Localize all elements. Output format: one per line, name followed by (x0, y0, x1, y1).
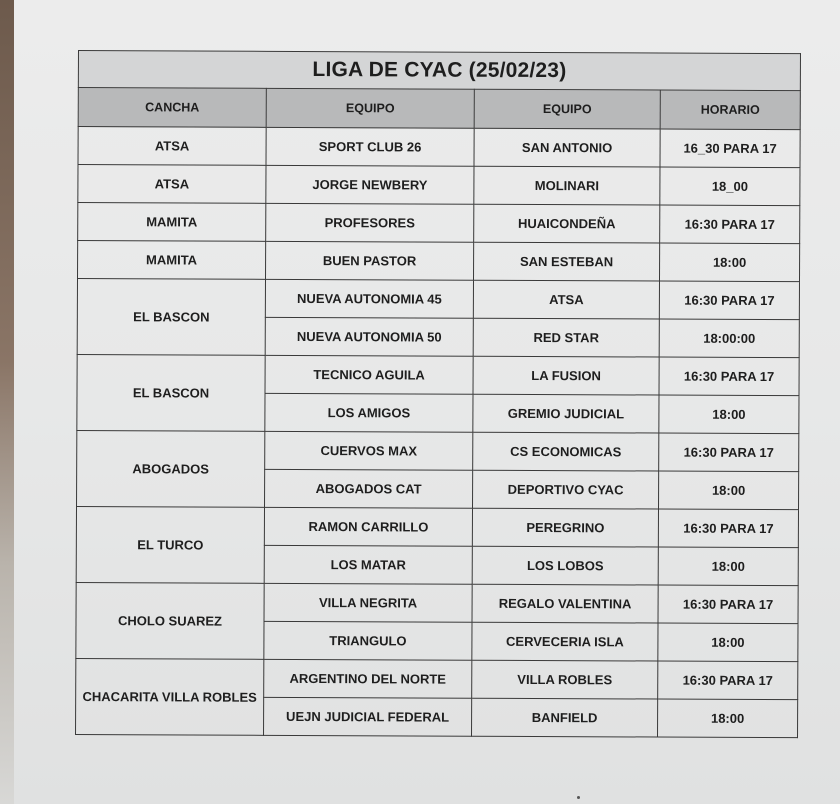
equipo1-cell: VILLA NEGRITA (264, 583, 472, 622)
header-cancha: CANCHA (78, 88, 266, 128)
cancha-cell: EL TURCO (76, 506, 264, 583)
header-equipo-1: EQUIPO (266, 88, 474, 128)
cancha-cell: MAMITA (78, 241, 266, 280)
equipo2-cell: DEPORTIVO CYAC (473, 470, 659, 509)
table-row (78, 241, 800, 282)
horario-cell: 16:30 PARA 17 (659, 433, 799, 472)
equipo1-cell: CUERVOS MAX (265, 431, 473, 470)
equipo1-cell: PROFESORES (266, 203, 474, 242)
equipo2-cell: CS ECONOMICAS (473, 432, 659, 471)
horario-cell: 16:30 PARA 17 (658, 509, 798, 548)
paper-speck (577, 796, 580, 799)
horario-cell: 18:00 (659, 243, 799, 282)
cancha-cell: ATSA (78, 165, 266, 204)
equipo2-cell: GREMIO JUDICIAL (473, 394, 659, 433)
horario-cell: 18:00:00 (659, 319, 799, 358)
table-row (78, 203, 800, 244)
equipo1-cell: UEJN JUDICIAL FEDERAL (264, 697, 472, 736)
equipo2-cell: HUAICONDEÑA (474, 204, 660, 243)
horario-cell: 18:00 (658, 547, 798, 586)
equipo2-cell: SAN ESTEBAN (473, 242, 659, 281)
header-row (78, 88, 800, 130)
horario-cell: 16_30 PARA 17 (660, 129, 800, 168)
horario-cell: 16:30 PARA 17 (659, 281, 799, 320)
cancha-cell: MAMITA (78, 203, 266, 242)
table-row (76, 582, 798, 623)
equipo1-cell: NUEVA AUTONOMIA 45 (265, 279, 473, 318)
equipo2-cell: MOLINARI (474, 166, 660, 205)
horario-cell: 16:30 PARA 17 (660, 205, 800, 244)
horario-cell: 16:30 PARA 17 (658, 585, 798, 624)
equipo1-cell: BUEN PASTOR (266, 241, 474, 280)
equipo2-cell: RED STAR (473, 318, 659, 357)
equipo2-cell: CERVECERIA ISLA (472, 622, 658, 661)
horario-cell: 18:00 (658, 699, 798, 738)
cancha-cell: ATSA (78, 127, 266, 166)
table-row (77, 430, 799, 471)
equipo1-cell: NUEVA AUTONOMIA 50 (265, 317, 473, 356)
equipo1-cell: LOS AMIGOS (265, 393, 473, 432)
cancha-cell: EL BASCON (77, 354, 265, 431)
equipo2-cell: BANFIELD (472, 698, 658, 737)
cancha-cell: EL BASCON (77, 279, 265, 356)
equipo1-cell: LOS MATAR (264, 545, 472, 584)
equipo1-cell: SPORT CLUB 26 (266, 127, 474, 166)
equipo2-cell: ATSA (473, 280, 659, 319)
equipo2-cell: VILLA ROBLES (472, 660, 658, 699)
header-equipo-2: EQUIPO (474, 89, 660, 129)
equipo2-cell: PEREGRINO (472, 508, 658, 547)
cancha-cell: ABOGADOS (77, 430, 265, 507)
cancha-cell: CHACARITA VILLA ROBLES (76, 658, 264, 735)
horario-cell: 18_00 (660, 167, 800, 206)
equipo2-cell: LA FUSION (473, 356, 659, 395)
schedule-table (75, 50, 801, 738)
equipo2-cell: REGALO VALENTINA (472, 584, 658, 623)
equipo2-cell: SAN ANTONIO (474, 128, 660, 167)
title-row (78, 51, 800, 91)
horario-cell: 18:00 (659, 395, 799, 434)
equipo1-cell: JORGE NEWBERY (266, 165, 474, 204)
equipo1-cell: TRIANGULO (264, 621, 472, 660)
equipo1-cell: ARGENTINO DEL NORTE (264, 659, 472, 698)
equipo1-cell: RAMON CARRILLO (264, 507, 472, 546)
table-row (76, 506, 798, 547)
header-horario: HORARIO (660, 90, 800, 130)
table-row (77, 354, 799, 395)
table-row (76, 658, 798, 699)
equipo2-cell: LOS LOBOS (472, 546, 658, 585)
horario-cell: 18:00 (659, 471, 799, 510)
horario-cell: 16:30 PARA 17 (658, 661, 798, 700)
equipo1-cell: ABOGADOS CAT (265, 469, 473, 508)
table-row (78, 165, 800, 206)
cancha-cell: CHOLO SUAREZ (76, 582, 264, 659)
horario-cell: 16:30 PARA 17 (659, 357, 799, 396)
equipo1-cell: TECNICO AGUILA (265, 355, 473, 394)
table-row (78, 127, 800, 168)
horario-cell: 18:00 (658, 623, 798, 662)
table-row (77, 279, 799, 320)
page-title: LIGA DE CYAC (25/02/23) (78, 51, 800, 91)
